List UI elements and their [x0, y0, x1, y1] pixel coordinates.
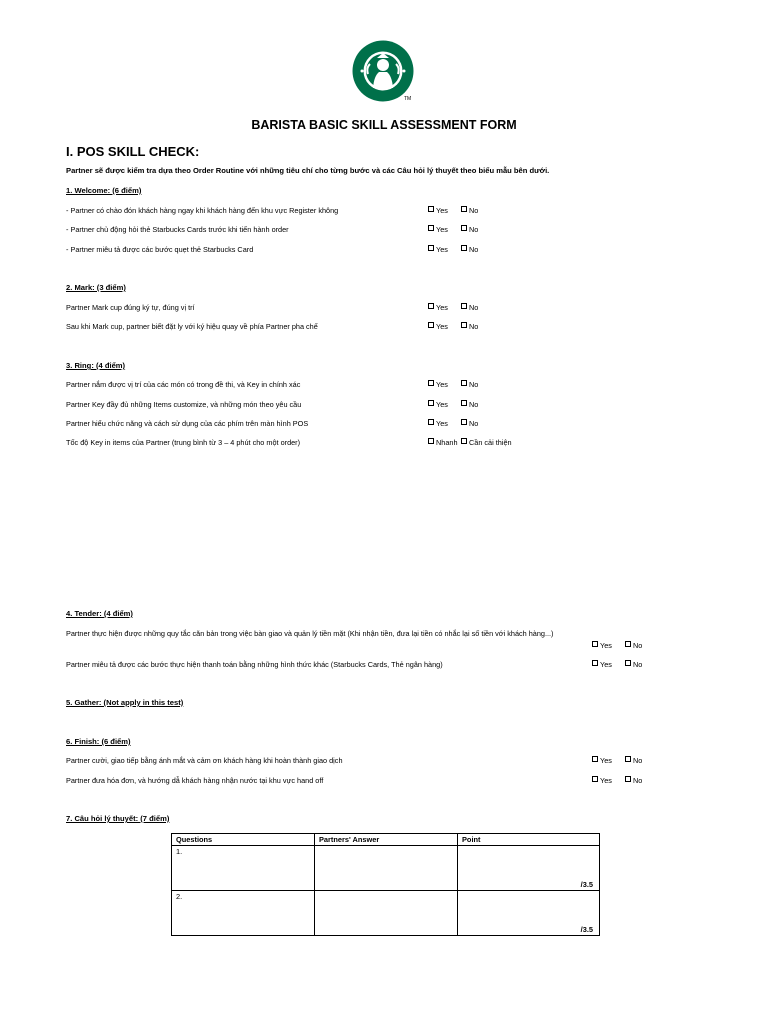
answer-cell[interactable] — [315, 846, 458, 891]
section-heading: I. POS SKILL CHECK: — [66, 144, 200, 159]
no-option[interactable]: No — [461, 303, 478, 312]
tender-heading: 4. Tender: (4 điểm) — [66, 609, 133, 618]
checkbox-icon — [625, 641, 631, 647]
point-value: /3.5 — [580, 880, 593, 889]
checkbox-icon — [461, 438, 467, 444]
yes-option[interactable]: Yes — [428, 245, 448, 254]
table-row — [172, 846, 600, 891]
welcome-heading: 1. Welcome: (6 điểm) — [66, 186, 142, 195]
no-option[interactable]: No — [461, 322, 478, 331]
no-option[interactable]: No — [625, 776, 642, 785]
table-row — [172, 891, 600, 936]
intro-text: Partner sẽ được kiểm tra dựa theo Order Routine với những tiêu chí cho từng bước và các Câu hỏi lý thuyết theo biểu mẫu bên dưới. — [66, 166, 550, 175]
finish-heading: 6. Finish: (6 điểm) — [66, 737, 131, 746]
checkbox-icon — [461, 245, 467, 251]
checkbox-icon — [625, 660, 631, 666]
header-questions: Questions — [172, 834, 315, 846]
tender-item: Partner thực hiện được những quy tắc căn bản trong việc bàn giao và quản lý tiền mặt (Khi nhận tiền, đưa lại tiền có nhắc lại số tiền với khách hàng...) — [66, 629, 554, 638]
tender-item: Partner miêu tả được các bước thực hiện thanh toán bằng những hình thức khác (Starbucks Cards, Thẻ ngân hàng) — [66, 660, 443, 669]
answer-cell[interactable] — [315, 891, 458, 936]
ring-item: Partner hiểu chức năng và cách sử dụng của các phím trên màn hình POS — [66, 419, 309, 428]
checkbox-icon — [461, 322, 467, 328]
welcome-item: - Partner miêu tả được các bước quẹt thẻ Starbucks Card — [66, 245, 254, 254]
no-option[interactable]: No — [461, 245, 478, 254]
checkbox-icon — [428, 419, 434, 425]
mark-heading: 2. Mark: (3 điểm) — [66, 283, 126, 292]
yes-option[interactable]: Yes — [592, 776, 612, 785]
trademark-mark: TM — [404, 96, 412, 102]
no-option[interactable]: No — [625, 641, 642, 650]
table-header-row — [172, 834, 600, 846]
checkbox-icon — [428, 206, 434, 212]
ring-item: Partner Key đầy đủ những Items customize, và những món theo yêu cầu — [66, 400, 302, 409]
checkbox-icon — [592, 776, 598, 782]
checkbox-icon — [461, 380, 467, 386]
checkbox-icon — [461, 303, 467, 309]
checkbox-icon — [428, 380, 434, 386]
yes-option[interactable]: Yes — [428, 419, 448, 428]
point-value: /3.5 — [580, 925, 593, 934]
yes-option[interactable]: Yes — [592, 641, 612, 650]
yes-option[interactable]: Yes — [428, 380, 448, 389]
question-number: 2. — [172, 891, 315, 936]
welcome-item: - Partner chủ động hỏi thẻ Starbucks Cards trước khi tiến hành order — [66, 225, 289, 234]
checkbox-icon — [592, 660, 598, 666]
finish-item: Partner đưa hóa đơn, và hướng dẫ khách hàng nhận nước tại khu vực hand off — [66, 776, 324, 785]
yes-option[interactable]: Yes — [428, 303, 448, 312]
starbucks-logo — [352, 40, 414, 102]
no-option[interactable]: No — [461, 400, 478, 409]
question-number: 1. — [172, 846, 315, 891]
checkbox-icon — [428, 245, 434, 251]
checkbox-icon — [428, 303, 434, 309]
theory-heading: 7. Câu hỏi lý thuyết: (7 điểm) — [66, 814, 170, 823]
header-point: Point — [458, 834, 600, 846]
checkbox-icon — [461, 419, 467, 425]
checkbox-icon — [428, 438, 434, 444]
checkbox-icon — [625, 756, 631, 762]
checkbox-icon — [428, 225, 434, 231]
checkbox-icon — [461, 225, 467, 231]
checkbox-icon — [428, 400, 434, 406]
ring-item: Tốc độ Key in items của Partner (trung bình từ 3 – 4 phút cho một order) — [66, 438, 301, 447]
theory-questions-table — [171, 833, 600, 936]
finish-item: Partner cười, giao tiếp bằng ánh mắt và cảm ơn khách hàng khi hoàn thành giao dịch — [66, 756, 343, 765]
point-cell[interactable] — [458, 846, 600, 891]
improve-option[interactable]: Cần cải thiện — [461, 438, 512, 447]
ring-heading: 3. Ring: (4 điểm) — [66, 361, 126, 370]
header-answer: Partners' Answer — [315, 834, 458, 846]
checkbox-icon — [428, 322, 434, 328]
form-title: BARISTA BASIC SKILL ASSESSMENT FORM — [251, 118, 517, 132]
no-option[interactable]: No — [625, 756, 642, 765]
gather-heading: 5. Gather: (Not apply in this test) — [66, 698, 184, 707]
fast-option[interactable]: Nhanh — [428, 438, 458, 447]
no-option[interactable]: No — [461, 225, 478, 234]
yes-option[interactable]: Yes — [428, 322, 448, 331]
yes-option[interactable]: Yes — [428, 400, 448, 409]
no-option[interactable]: No — [461, 380, 478, 389]
yes-option[interactable]: Yes — [428, 225, 448, 234]
mark-item: Partner Mark cup đúng ký tự, đúng vị trí — [66, 303, 195, 312]
yes-option[interactable]: Yes — [428, 206, 448, 215]
no-option[interactable]: No — [625, 660, 642, 669]
ring-item: Partner nắm được vị trí của các món có trong đề thi, và Key in chính xác — [66, 380, 301, 389]
point-cell[interactable] — [458, 891, 600, 936]
mark-item: Sau khi Mark cup, partner biết đặt ly với ký hiệu quay về phía Partner pha chế — [66, 322, 318, 331]
no-option[interactable]: No — [461, 419, 478, 428]
checkbox-icon — [625, 776, 631, 782]
yes-option[interactable]: Yes — [592, 660, 612, 669]
checkbox-icon — [592, 641, 598, 647]
checkbox-icon — [592, 756, 598, 762]
yes-option[interactable]: Yes — [592, 756, 612, 765]
checkbox-icon — [461, 206, 467, 212]
no-option[interactable]: No — [461, 206, 478, 215]
welcome-item: - Partner có chào đón khách hàng ngay khi khách hàng đến khu vực Register không — [66, 206, 339, 215]
checkbox-icon — [461, 400, 467, 406]
